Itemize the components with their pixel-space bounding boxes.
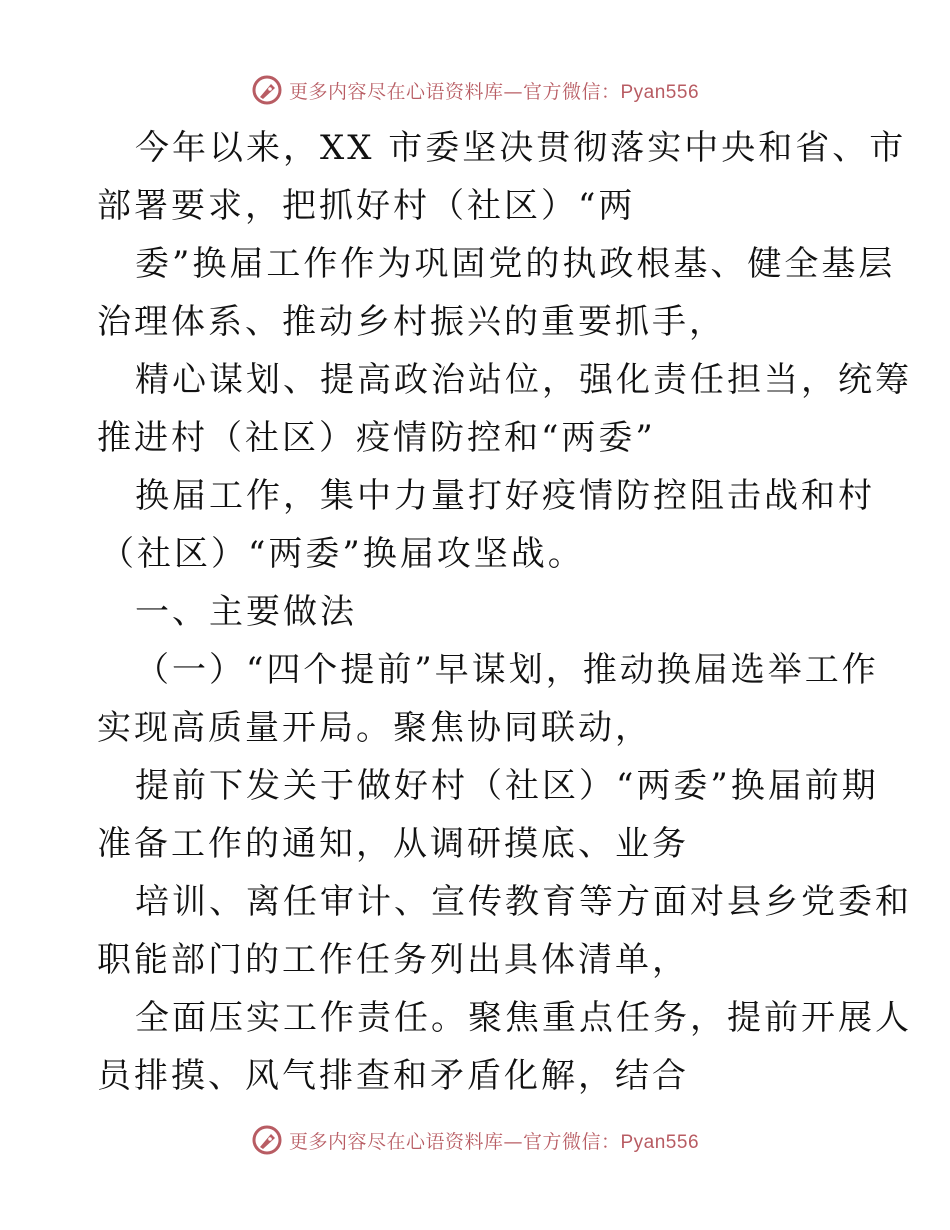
body-line: 提前下发关于做好村（社区）“两委”换届前期: [135, 766, 879, 806]
footer-watermark: [0, 1120, 950, 1160]
footer-wechat-id: Pyan556: [620, 1131, 700, 1153]
body-line: 职能部门的工作任务列出具体清单，: [97, 940, 689, 980]
body-line: （一）“四个提前”早谋划，推动换届选举工作: [135, 650, 879, 690]
body-line: 员排摸、风气排查和矛盾化解，结合: [97, 1056, 689, 1096]
body-line: 治理体系、推动乡村振兴的重要抓手，: [97, 302, 726, 342]
body-line: （社区）“两委”换届攻坚战。: [100, 534, 585, 574]
body-line: 准备工作的通知，从调研摸底、业务: [97, 824, 689, 864]
header-wechat-id: Pyan556: [620, 81, 700, 103]
body-line: 委”换届工作作为巩固党的执政根基、健全基层: [135, 244, 896, 284]
body-line: 全面压实工作责任。聚焦重点任务，提前开展人: [135, 998, 912, 1038]
section-heading: 一、主要做法: [135, 592, 357, 632]
pen-nib-circle-icon: [251, 1124, 283, 1156]
header-watermark-text: 更多内容尽在心语资料库—官方微信：Pyan556: [288, 80, 700, 103]
body-line: 精心谋划、提高政治站位，强化责任担当，统筹: [135, 360, 912, 400]
header-watermark: [0, 70, 950, 110]
footer-watermark-text: 更多内容尽在心语资料库—官方微信：Pyan556: [288, 1130, 700, 1153]
body-line: 换届工作，集中力量打好疫情防控阻击战和村: [135, 476, 875, 516]
body-line: 培训、离任审计、宣传教育等方面对县乡党委和: [135, 882, 912, 922]
body-line: 实现高质量开局。聚焦协同联动，: [97, 708, 652, 748]
body-line: 部署要求，把抓好村（社区）“两: [97, 186, 636, 226]
body-line: 今年以来，XX 市委坚决贯彻落实中央和省、市: [135, 128, 907, 168]
body-line: 推进村（社区）疫情防控和“两委”: [97, 418, 656, 458]
pen-nib-circle-icon: [251, 74, 283, 106]
